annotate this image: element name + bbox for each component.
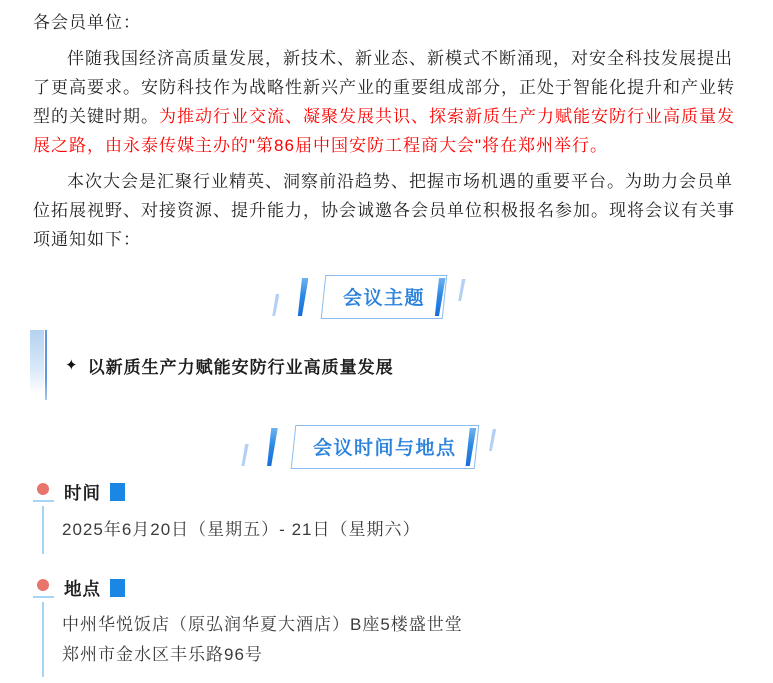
- gradient-bar-decoration: [30, 330, 48, 400]
- time-section-body: [42, 506, 740, 554]
- dot-underline-decoration: [33, 500, 54, 502]
- salutation: 各会员单位：: [33, 13, 141, 32]
- invitation-paragraph: 本次大会是汇聚行业精英、洞察前沿趋势、把握市场机遇的重要平台。为助力会员单位拓展视野、对接资源、提升能力，协会诚邀各会员单位积极报名参加。现将会议有关事项通知如下：: [33, 172, 735, 249]
- bullet-dot-decoration: [33, 479, 64, 505]
- slash-icon: [458, 279, 466, 301]
- theme-header-title: 会议主题: [343, 288, 426, 309]
- theme-header-box: [321, 275, 448, 319]
- theme-text-label: 以新质生产力赋能安防行业高质量发展: [87, 357, 394, 377]
- location-section-head: [33, 575, 740, 601]
- slash-icon: [265, 428, 278, 466]
- intro-text-red: 为推动行业交流、凝聚发展共识、探索新质生产力赋能安防行业高质量发展之路，由永泰传媒主办的"第86届中国安防工程商大会"将在郑州举行。: [33, 107, 735, 155]
- time-value: 2025年6月20日（星期五）- 21日（星期六）: [62, 520, 421, 539]
- time-location-section-header: [0, 420, 773, 474]
- location-section-body: [42, 602, 740, 677]
- intro-paragraph: [33, 44, 742, 160]
- location-line1: 中州华悦饭店（原弘润华夏大酒店）B座5楼盛世堂: [62, 614, 463, 634]
- dot-underline-decoration: [33, 596, 54, 598]
- location-line2: 郑州市金水区丰乐路96号: [62, 644, 263, 664]
- blue-square-icon: [110, 579, 125, 597]
- slash-icon: [295, 278, 308, 316]
- time-location-header-box: [290, 425, 478, 469]
- slash-icon: [488, 429, 496, 451]
- time-section: [33, 479, 740, 555]
- slash-icon: [241, 444, 249, 466]
- time-location-header-title: 会议时间与地点: [312, 438, 457, 459]
- time-section-head: [33, 479, 740, 505]
- vertical-line-decoration: [45, 330, 47, 400]
- location-label: 地点: [64, 578, 101, 599]
- red-dot-icon: [37, 483, 49, 495]
- blue-square-icon: [110, 483, 125, 501]
- theme-header-group: [271, 275, 465, 319]
- theme-statement: [30, 330, 740, 400]
- star-icon: ✦: [65, 357, 79, 374]
- location-section: [33, 575, 740, 678]
- time-label: 时间: [64, 482, 101, 503]
- red-dot-icon: [37, 579, 49, 591]
- gradient-bar: [30, 330, 44, 394]
- slash-icon: [271, 294, 279, 316]
- time-location-header-group: [241, 425, 497, 469]
- bullet-dot-decoration: [33, 575, 64, 601]
- theme-text: [65, 353, 394, 378]
- theme-section-header: [0, 271, 773, 323]
- intro-text-black: 伴随我国经济高质量发展，新技术、新业态、新模式不断涌现，对安全科技发展提出了更高要求。安防科技作为战略性新兴产业的重要组成部分，正处于智能化提升和产业转型的关键时期。: [33, 49, 735, 126]
